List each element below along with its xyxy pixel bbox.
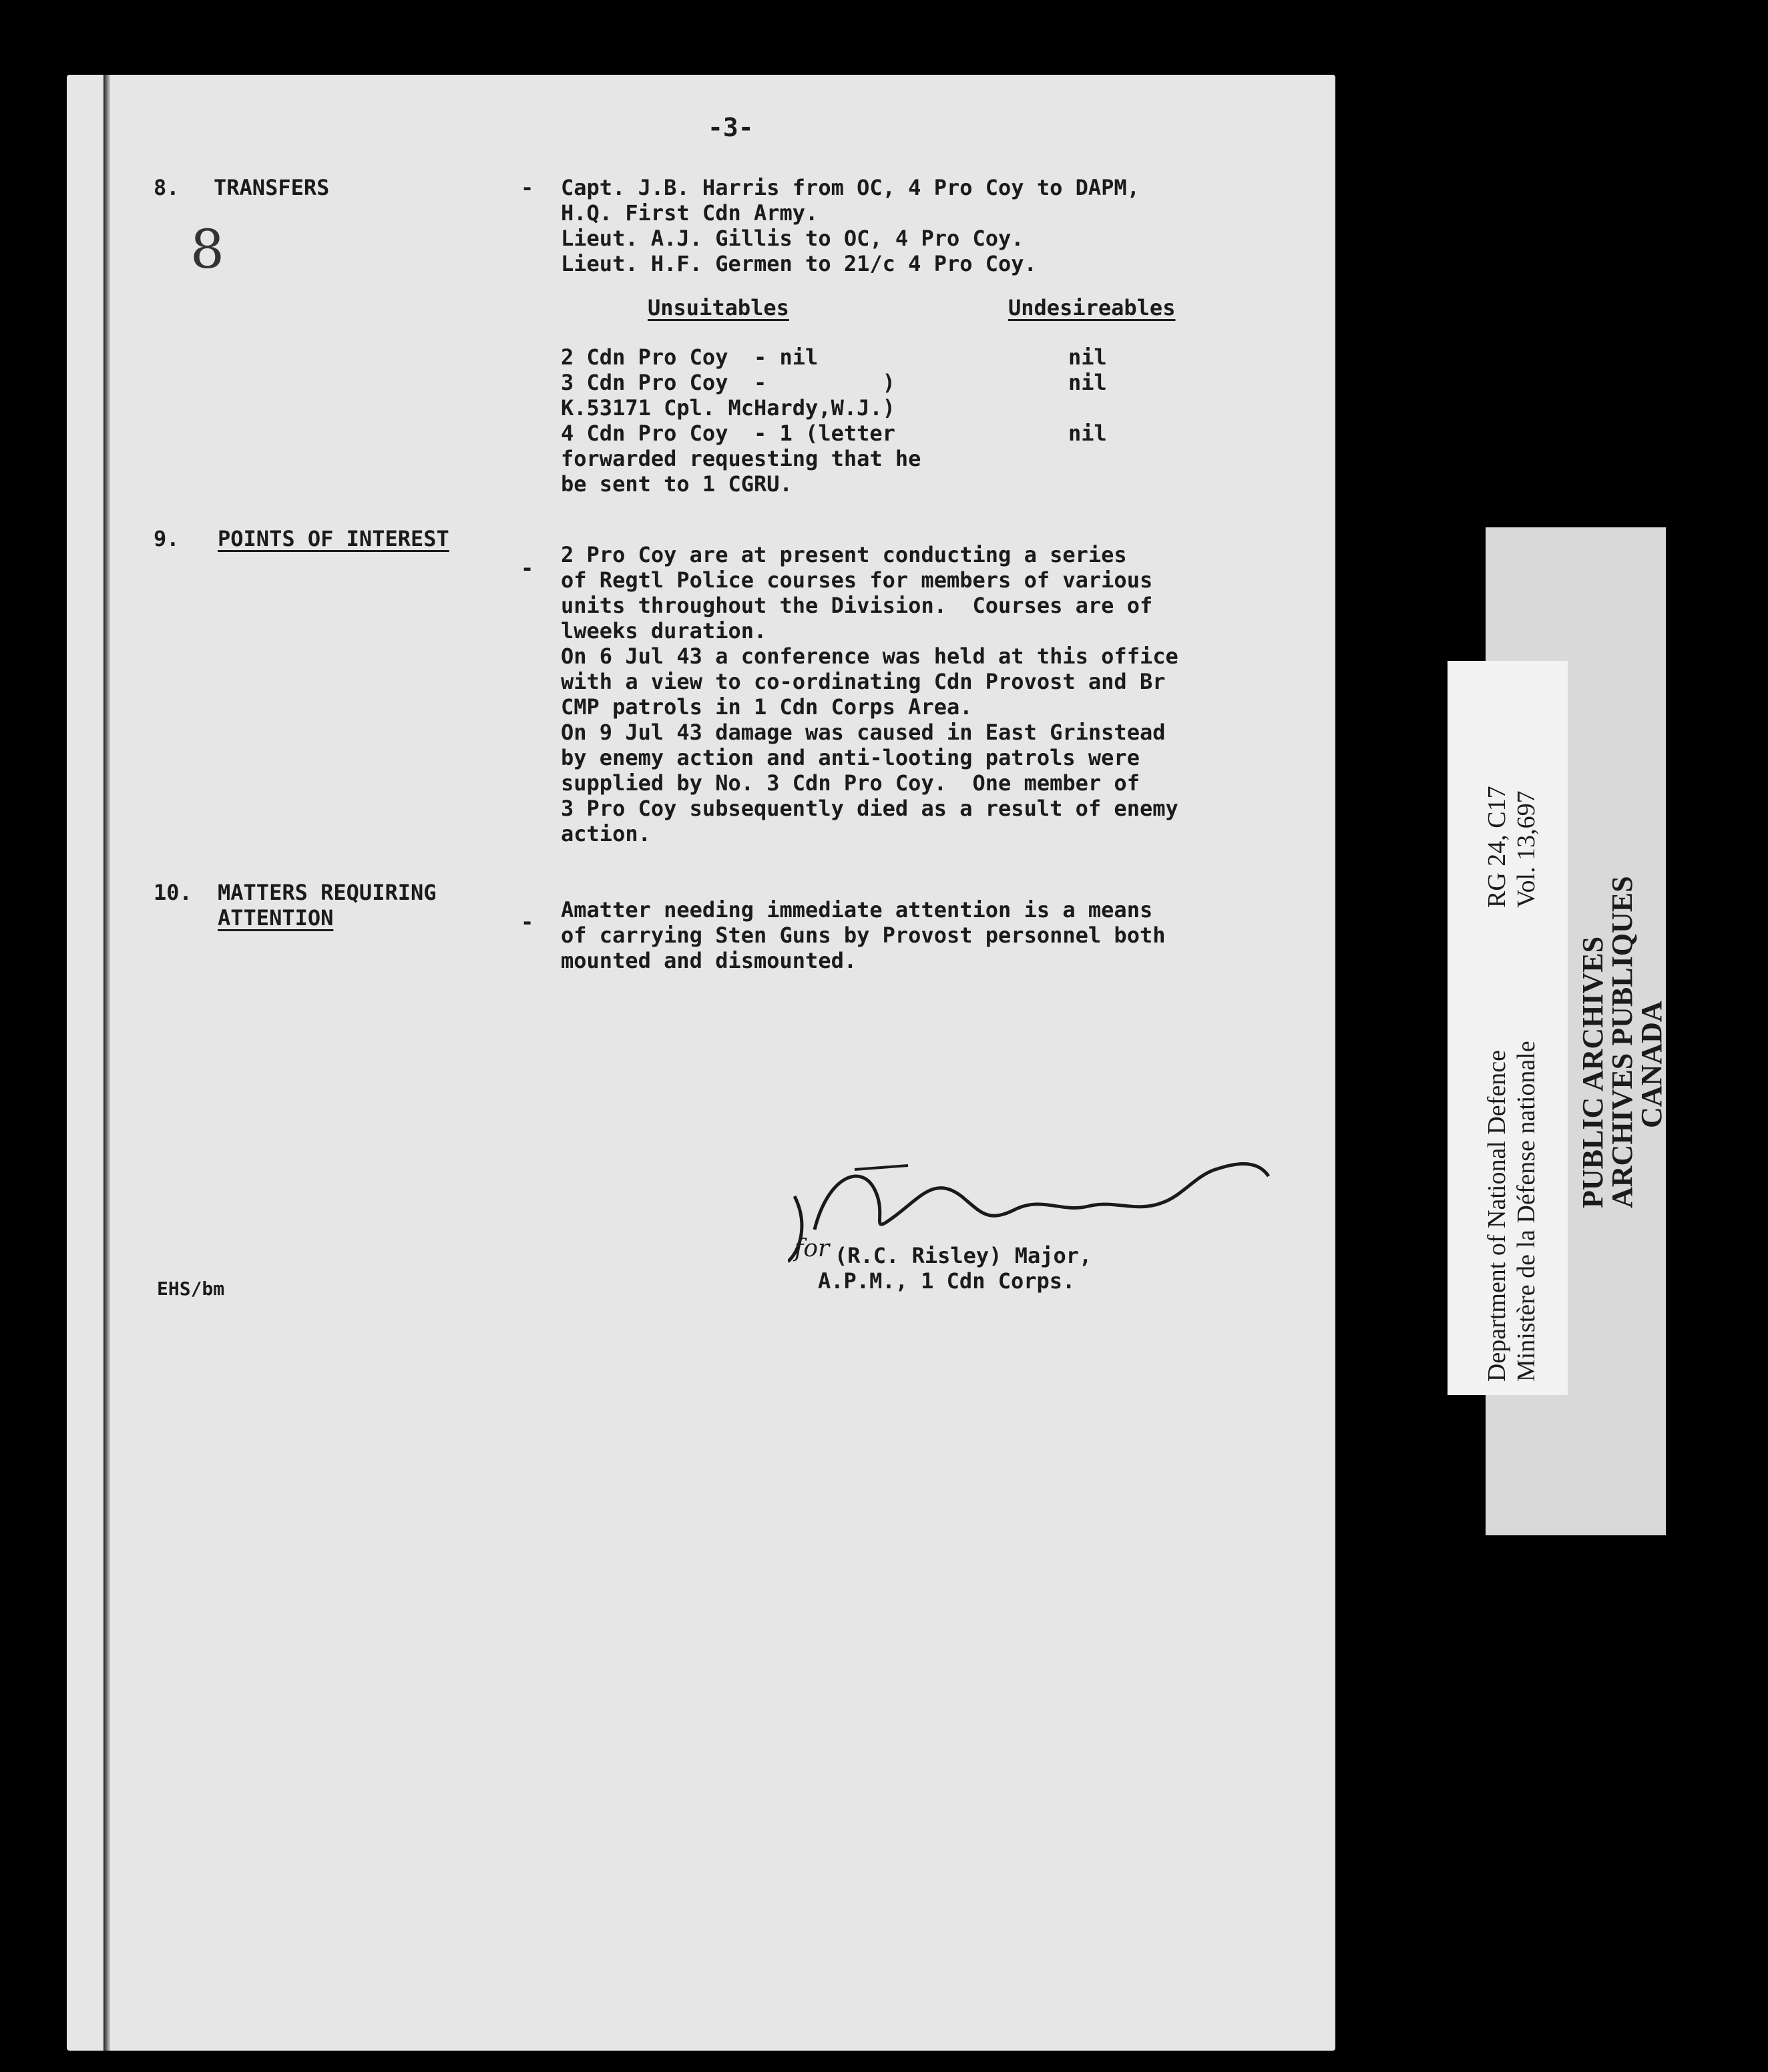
points-line-9: by enemy action and anti-looting patrols were bbox=[561, 745, 1140, 770]
unsuitables-row-2: 3 Cdn Pro Coy - ) bbox=[561, 370, 895, 395]
section-9-title: POINTS OF INTEREST bbox=[218, 526, 449, 551]
label-department-en: Department of National Defence bbox=[1483, 1050, 1511, 1382]
transfer-line-3: Lieut. A.J. Gillis to OC, 4 Pro Coy. bbox=[561, 226, 1024, 251]
matters-line-2: of carrying Sten Guns by Provost personnel both bbox=[561, 923, 1166, 948]
matters-line-3: mounted and dismounted. bbox=[561, 948, 857, 973]
unsuitables-row-3: K.53171 Cpl. McHardy,W.J.) bbox=[561, 395, 895, 421]
section-10-title-line-2: ATTENTION bbox=[218, 905, 334, 931]
unsuitables-row-4: 4 Cdn Pro Coy - 1 (letter bbox=[561, 421, 895, 446]
unsuitables-row-5: forwarded requesting that he bbox=[561, 446, 921, 471]
matters-line-1: Amatter needing immediate attention is a means bbox=[561, 897, 1153, 923]
points-line-5: On 6 Jul 43 a conference was held at this office bbox=[561, 643, 1178, 669]
section-8-number: 8. bbox=[154, 175, 180, 200]
section-9-dash: - bbox=[521, 555, 534, 581]
label-country: CANADA bbox=[1635, 1001, 1668, 1128]
points-line-10: supplied by No. 3 Cdn Pro Coy. One member of bbox=[561, 770, 1140, 796]
points-line-1: 2 Pro Coy are at present conducting a series bbox=[561, 542, 1127, 567]
undesireables-row-2: nil bbox=[1068, 370, 1107, 395]
points-line-6: with a view to co-ordinating Cdn Provost and Br bbox=[561, 669, 1166, 694]
page-number: -3- bbox=[708, 113, 754, 142]
undesireables-row-1: nil bbox=[1068, 344, 1107, 370]
section-8-title: TRANSFERS bbox=[214, 175, 330, 200]
section-9-number: 9. bbox=[154, 526, 180, 551]
document-page bbox=[67, 75, 1335, 2051]
column-undesireables: Undesireables bbox=[1008, 295, 1176, 320]
label-public-archives: PUBLIC ARCHIVES bbox=[1576, 936, 1609, 1208]
points-line-8: On 9 Jul 43 damage was caused in East Grinstead bbox=[561, 720, 1166, 745]
points-line-11: 3 Pro Coy subsequently died as a result of enemy bbox=[561, 796, 1178, 821]
points-line-7: CMP patrols in 1 Cdn Corps Area. bbox=[561, 694, 973, 720]
points-line-4: lweeks duration. bbox=[561, 618, 767, 643]
signatory-name: (R.C. Risley) Major, bbox=[835, 1243, 1092, 1268]
section-8-dash: - bbox=[521, 175, 534, 200]
unsuitables-row-6: be sent to 1 CGRU. bbox=[561, 471, 793, 497]
transfer-line-2: H.Q. First Cdn Army. bbox=[561, 200, 819, 226]
label-department-fr: Ministère de la Défense nationale bbox=[1512, 1041, 1540, 1382]
unsuitables-row-1: 2 Cdn Pro Coy - nil bbox=[561, 344, 819, 370]
reference-initials: EHS/bm bbox=[157, 1278, 225, 1300]
signature-for: for bbox=[795, 1235, 830, 1262]
label-archives-publiques: ARCHIVES PUBLIQUES bbox=[1606, 876, 1638, 1208]
section-10-number: 10. bbox=[154, 880, 192, 905]
label-rg: RG 24, C17 bbox=[1483, 786, 1511, 908]
section-10-dash: - bbox=[521, 909, 534, 935]
points-line-3: units throughout the Division. Courses are of bbox=[561, 593, 1153, 618]
section-10-title-line-1: MATTERS REQUIRING bbox=[218, 880, 437, 905]
label-volume: Vol. 13,697 bbox=[1512, 790, 1540, 908]
transfer-line-4: Lieut. H.F. Germen to 21/c 4 Pro Coy. bbox=[561, 251, 1037, 276]
points-line-2: of Regtl Police courses for members of various bbox=[561, 567, 1153, 593]
points-line-12: action. bbox=[561, 821, 651, 846]
transfer-line-1: Capt. J.B. Harris from OC, 4 Pro Coy to DAPM, bbox=[561, 175, 1140, 200]
handwritten-8: 8 bbox=[190, 218, 224, 280]
signatory-title: A.P.M., 1 Cdn Corps. bbox=[818, 1268, 1076, 1294]
column-unsuitables: Unsuitables bbox=[648, 295, 789, 320]
undesireables-row-4: nil bbox=[1068, 421, 1107, 446]
